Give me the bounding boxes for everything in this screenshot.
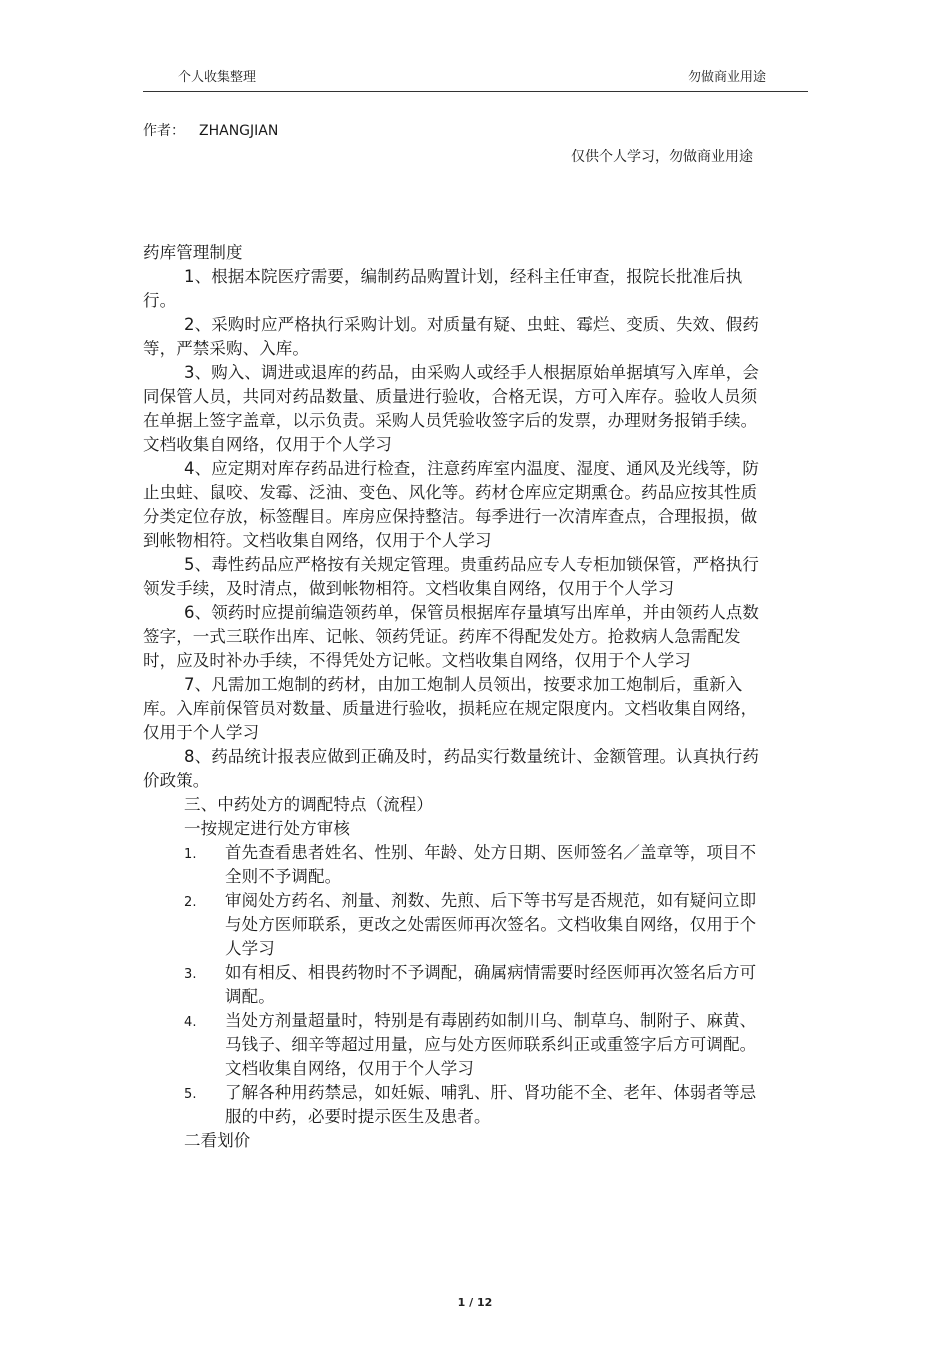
list-item: [143, 841, 768, 889]
paragraph-3: 3、购入、调进或退库的药品，由采购人或经手人根据原始单据填写入库单，会同保管人员，共同对药品数量、质量进行验收，合格无误，方可入库存。验收人员须在单据上签字盖章，以示负责。采购人员凭验收签字后的发票，办理财务报销手续。文档收集自网络，仅用于个人学习: [143, 363, 759, 454]
list-item: [143, 1081, 768, 1129]
document-body: [143, 241, 768, 1153]
list-item: [143, 961, 768, 1009]
list-number: 3.: [184, 967, 197, 982]
header-right-text: 勿做商业用途: [688, 70, 767, 85]
author-label: 作者：: [143, 123, 185, 139]
list-text: 如有相反、相畏药物时不予调配，确属病情需要时经医师再次签名后方可调配。: [225, 963, 757, 1006]
list-item: [143, 1009, 768, 1081]
review-steps-list: [143, 841, 768, 1129]
paragraph-4: 4、应定期对库存药品进行检查，注意药库室内温度、湿度、通风及光线等，防止虫蛀、鼠咬、发霉、泛油、变色、风化等。药材仓库应定期熏仓。药品应按其性质分类定位存放，标签醒目。库房应保持整洁。每季进行一次清库查点，合理报损，做到帐物相符。文档收集自网络，仅用于个人学习: [143, 459, 759, 550]
list-text: 了解各种用药禁忌，如妊娠、哺乳、肝、肾功能不全、老年、体弱者等忌服的中药，必要时提示医生及患者。: [225, 1083, 757, 1126]
disclaimer-note: 仅供个人学习，勿做商业用途: [571, 149, 753, 165]
list-number: 5.: [184, 1087, 197, 1102]
header-left-text: 个人收集整理: [178, 70, 257, 85]
list-number: 4.: [184, 1015, 197, 1030]
paragraph-2: 2、采购时应严格执行采购计划。对质量有疑、虫蛀、霉烂、变质、失效、假药等，严禁采购、入库。: [143, 315, 759, 358]
author-name: ZHANGJIAN: [199, 123, 279, 139]
list-text: 当处方剂量超量时，特别是有毒剧药如制川乌、制草乌、制附子、麻黄、马钱子、细辛等超过用量，应与处方医师联系纠正或重签字后方可调配。文档收集自网络，仅用于个人学习: [225, 1011, 757, 1078]
subheading-2: 二看划价: [184, 1131, 251, 1150]
paragraph-7: 7、凡需加工炮制的药材，由加工炮制人员领出，按要求加工炮制后，重新入库。入库前保管员对数量、质量进行验收，损耗应在规定限度内。文档收集自网络，仅用于个人学习: [143, 675, 758, 742]
paragraph-5: 5、毒性药品应严格按有关规定管理。贵重药品应专人专柜加锁保管，严格执行领发手续，及时清点，做到帐物相符。文档收集自网络，仅用于个人学习: [143, 555, 759, 598]
list-number: 2.: [184, 895, 197, 910]
paragraph-1: 1、根据本院医疗需要，编制药品购置计划，经科主任审查，报院长批准后执行。: [143, 267, 743, 310]
list-text: 首先查看患者姓名、性别、年龄、处方日期、医师签名／盖章等，项目不全则不予调配。: [225, 843, 757, 886]
paragraph-6: 6、领药时应提前编造领药单，保管员根据库存量填写出库单，并由领药人点数签字，一式三联作出库、记帐、领药凭证。药库不得配发处方。抢救病人急需配发时，应及时补办手续，不得凭处方记帐。文档收集自网络，仅用于个人学习: [143, 603, 759, 670]
paragraph-8: 8、药品统计报表应做到正确及时，药品实行数量统计、金额管理。认真执行药价政策。: [143, 747, 759, 790]
section-heading-3: 三、中药处方的调配特点（流程）: [184, 795, 433, 814]
page-number: 1 / 12: [457, 1296, 493, 1309]
list-number: 1.: [184, 847, 197, 862]
list-item: [143, 889, 768, 961]
header-divider: [143, 91, 808, 92]
subheading-1: 一按规定进行处方审核: [184, 819, 350, 838]
doc-title: 药库管理制度: [143, 243, 243, 262]
list-text: 审阅处方药名、剂量、剂数、先煎、后下等书写是否规范，如有疑问立即与处方医师联系，更改之处需医师再次签名。文档收集自网络，仅用于个人学习: [225, 891, 757, 958]
author-line: [143, 120, 292, 140]
